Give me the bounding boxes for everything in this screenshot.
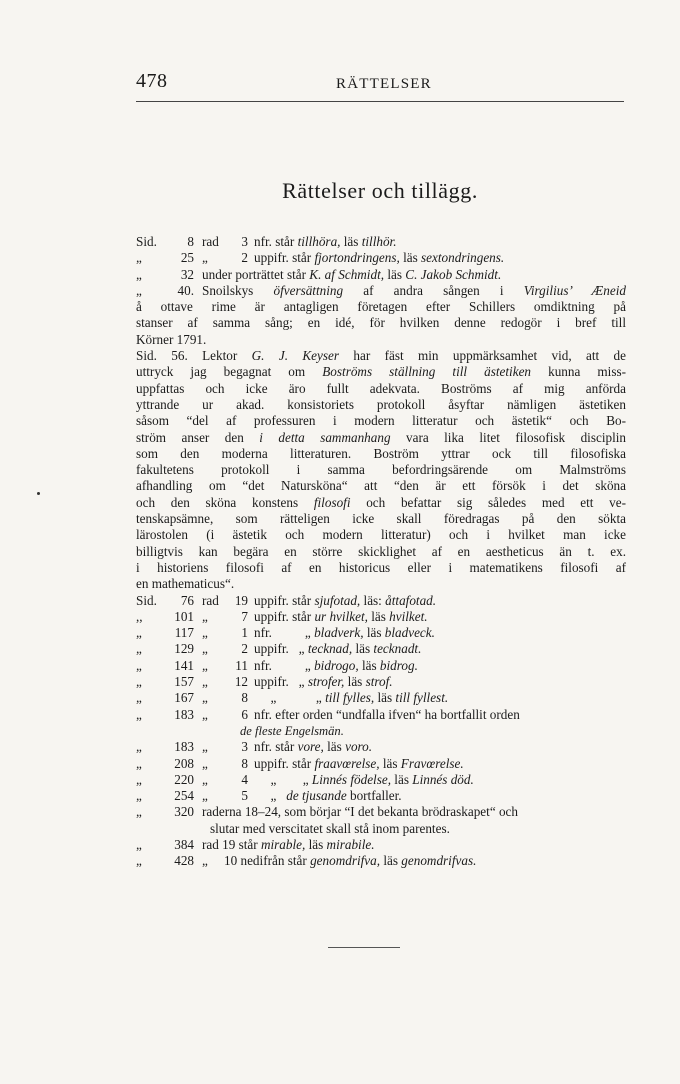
text-line: som den moderna litteraturen. Boström yttrar ock till filosofiska: [136, 445, 626, 461]
correction-entry: ,, 101 „ 7 uppifr. står ur hvilket, läs hvilket.: [136, 608, 428, 624]
text-line: Körner 1791.: [136, 331, 207, 347]
correction-entry: „ 384 rad 19 står mirable, läs mirabile.: [136, 836, 375, 852]
correction-entry: „ 129 „ 2 uppifr. „ tecknad, läs tecknadt.: [136, 641, 422, 657]
correction-entry: „ 32 under porträttet står K. af Schmidt, läs C. Jakob Schmidt.: [136, 266, 502, 282]
correction-entry: „ 428 „ 10 nedifrån står genomdrifva, läs genomdrifvas.: [136, 853, 477, 869]
text-line: ström anser den i detta sammanhang vara lika litet filosofisk disciplin: [136, 429, 627, 445]
correction-entry: „ 25 „ 2 uppifr. står fjortondringens, läs sextondringens.: [136, 250, 505, 266]
text-line: lärostolen (i ästetik och modern litteratur) och i hvilket man icke: [136, 527, 626, 543]
text-line: och den sköna konstens filosofi och befattar sig således med ett ve-: [136, 494, 626, 510]
correction-entry: „ 254 „ 5 „ de tjusande bortfaller.: [136, 788, 402, 804]
text-line: såsom “del af professuren i modern litteratur och ästetik“ och Bo-: [136, 413, 626, 429]
text-line: slutar med verscitatet skall stå inom parentes.: [210, 820, 450, 836]
margin-speck: [37, 492, 40, 495]
text-line: uttryck jag begagnat om Boströms ställning till ästetiken kunna miss-: [136, 364, 626, 380]
header-rule: [136, 101, 624, 102]
text-line: å ottave rime är antagligen företagen efter Schillers omdiktning på: [136, 299, 626, 315]
correction-entry: „ 320 raderna 18–24, som börjar “I det bekanta brödraskapet“ och: [136, 804, 519, 820]
running-head: RÄTTELSER: [336, 76, 432, 92]
text-line: tenskapsämne, som rätteligen icke skall föredragas på den sökta: [136, 511, 626, 527]
text-line: yttrande ur akad. konsistoriets protokoll åsyftar nämligen ästetiken: [136, 396, 626, 412]
correction-entry: „ 117 „ 1 nfr. „ bladverk, läs bladveck.: [136, 625, 435, 641]
footer-rule: [328, 947, 400, 948]
text-line: de fleste Engelsmän.: [240, 723, 344, 738]
text-line: uppfattas och icke äro fullt adekvata. Boströms af mig anförda: [136, 380, 626, 396]
text-line: en mathematicus“.: [136, 576, 235, 592]
correction-entry: „ 208 „ 8 uppifr. står fraavœrelse, läs Fravœrelse.: [136, 755, 464, 771]
text-line: fakultetens protokoll i samma befordringsärende om Malmströms: [136, 462, 626, 478]
correction-entry: „ 167 „ 8 „ „ till fylles, läs till fyllest.: [136, 690, 449, 706]
correction-entry: „ 183 „ 3 nfr. står vore, läs voro.: [136, 739, 373, 755]
correction-entry: „ 40. Snoilskys öfversättning af andra sången i Virgilius’ Æneid: [136, 282, 626, 298]
corrections-list: [136, 234, 626, 870]
correction-entry: „ 141 „ 11 nfr. „ bidrogo, läs bidrog.: [136, 657, 418, 673]
correction-entry: „ 220 „ 4 „ „ Linnés födelse, läs Linnés död.: [136, 771, 474, 787]
text-line: Sid. 56. Lektor G. J. Keyser har fäst min uppmärksamhet vid, att de: [136, 348, 627, 364]
correction-entry: „ 157 „ 12 uppifr. „ strofer, läs strof.: [136, 674, 393, 690]
text-line: billigtvis kan begära en större skicklighet af en aestheticus än t. ex.: [136, 543, 626, 559]
text-line: stanser af samma sång; en idé, för hvilken denne redogör i bref till: [136, 315, 626, 331]
text-line: i historiens filosofi af en historicus eller i matematikens filosofi af: [136, 559, 626, 575]
correction-entry: Sid. 76 rad 19 uppifr. står sjufotad, läs: åttafotad.: [136, 592, 437, 608]
page-header: [136, 70, 624, 100]
page-number: 478: [136, 70, 168, 92]
correction-entry: „ 183 „ 6 nfr. efter orden “undfalla ifven“ ha bortfallit orden: [136, 706, 520, 722]
text-line: afhandling om “det Natursköna“ att “den är ett försök i det sköna: [136, 478, 626, 494]
page-title: Rättelser och tillägg.: [282, 178, 478, 203]
correction-entry: Sid. 8 rad 3 nfr. står tillhöra, läs tillhör.: [136, 234, 397, 249]
